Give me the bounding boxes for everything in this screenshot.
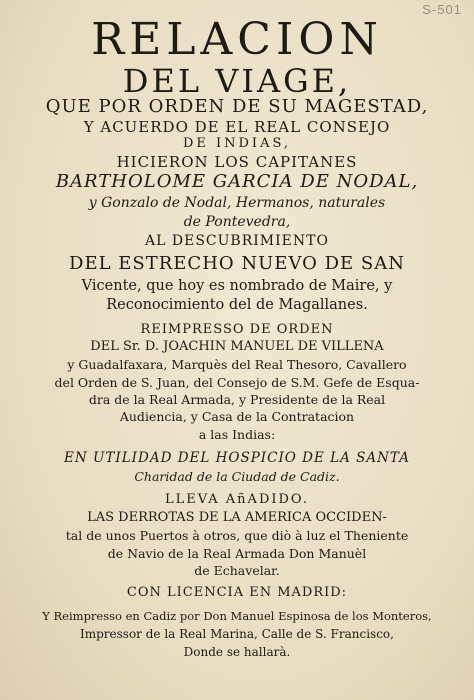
shelfmark-note: S-501 (422, 2, 462, 17)
subtitle-line-5: BARTHOLOME GARCIA DE NODAL, (55, 171, 419, 192)
subtitle-line-10: Vicente, que hoy es nombrado de Maire, y (81, 278, 393, 294)
imprint-line-3: Donde se hallarà. (183, 645, 291, 659)
license-line: CON LICENCIA EN MADRID: (126, 585, 348, 600)
addition-line-1: LLEVA AñADIDO. (165, 492, 309, 507)
dedication-line-2: Charidad de la Ciudad de Cadiz. (134, 469, 340, 484)
addition-line-5: de Echavelar. (194, 563, 280, 578)
subtitle-line-1: QUE POR ORDEN DE SU MAGESTAD, (45, 96, 429, 117)
addition-line-2: LAS DERROTAS DE LA AMERICA OCCIDEN- (87, 510, 387, 525)
reprint-line-7: a las Indias: (198, 427, 276, 442)
subtitle-line-11: Reconocimiento del de Magallanes. (106, 297, 368, 313)
title-line-2: DEL VIAGE, (122, 62, 352, 100)
addition-line-4: de Navio de la Real Armada Don Manuèl (107, 546, 367, 561)
addition-line-3: tal de unos Puertos à otros, que diò à luz el Theniente (65, 528, 409, 543)
imprint-line-1: Y Reimpresso en Cadiz por Don Manuel Espinosa de los Monteros, (42, 609, 432, 623)
subtitle-line-4: HICIERON LOS CAPITANES (116, 153, 358, 171)
subtitle-line-9: DEL ESTRECHO NUEVO DE SAN (69, 253, 405, 274)
reprint-line-2: DEL Sr. D. JOACHIN MANUEL DE VILLENA (90, 339, 384, 354)
reprint-line-1: REIMPRESSO DE ORDEN (140, 322, 334, 337)
subtitle-line-2: Y ACUERDO DE EL REAL CONSEJO (83, 118, 391, 136)
dedication-line-1: EN UTILIDAD DEL HOSPICIO DE LA SANTA (64, 450, 410, 466)
reprint-line-4: del Orden de S. Juan, del Consejo de S.M. Gefe de Esqua- (54, 375, 420, 390)
subtitle-line-7: de Pontevedra, (183, 214, 291, 230)
subtitle-line-3: DE INDIAS, (182, 136, 292, 151)
reprint-line-5: dra de la Real Armada, y Presidente de la Real (88, 392, 386, 407)
subtitle-line-6: y Gonzalo de Nodal, Hermanos, naturales (88, 195, 386, 211)
imprint-line-2: Impressor de la Real Marina, Calle de S. Francisco, (80, 627, 394, 641)
reprint-line-3: y Guadalfaxara, Marquès del Real Thesoro, Cavallero (67, 357, 407, 372)
reprint-line-6: Audiencia, y Casa de la Contratacion (119, 409, 355, 424)
title-line-1: RELACION (91, 14, 383, 65)
subtitle-line-8: AL DESCUBRIMIENTO (145, 233, 329, 249)
